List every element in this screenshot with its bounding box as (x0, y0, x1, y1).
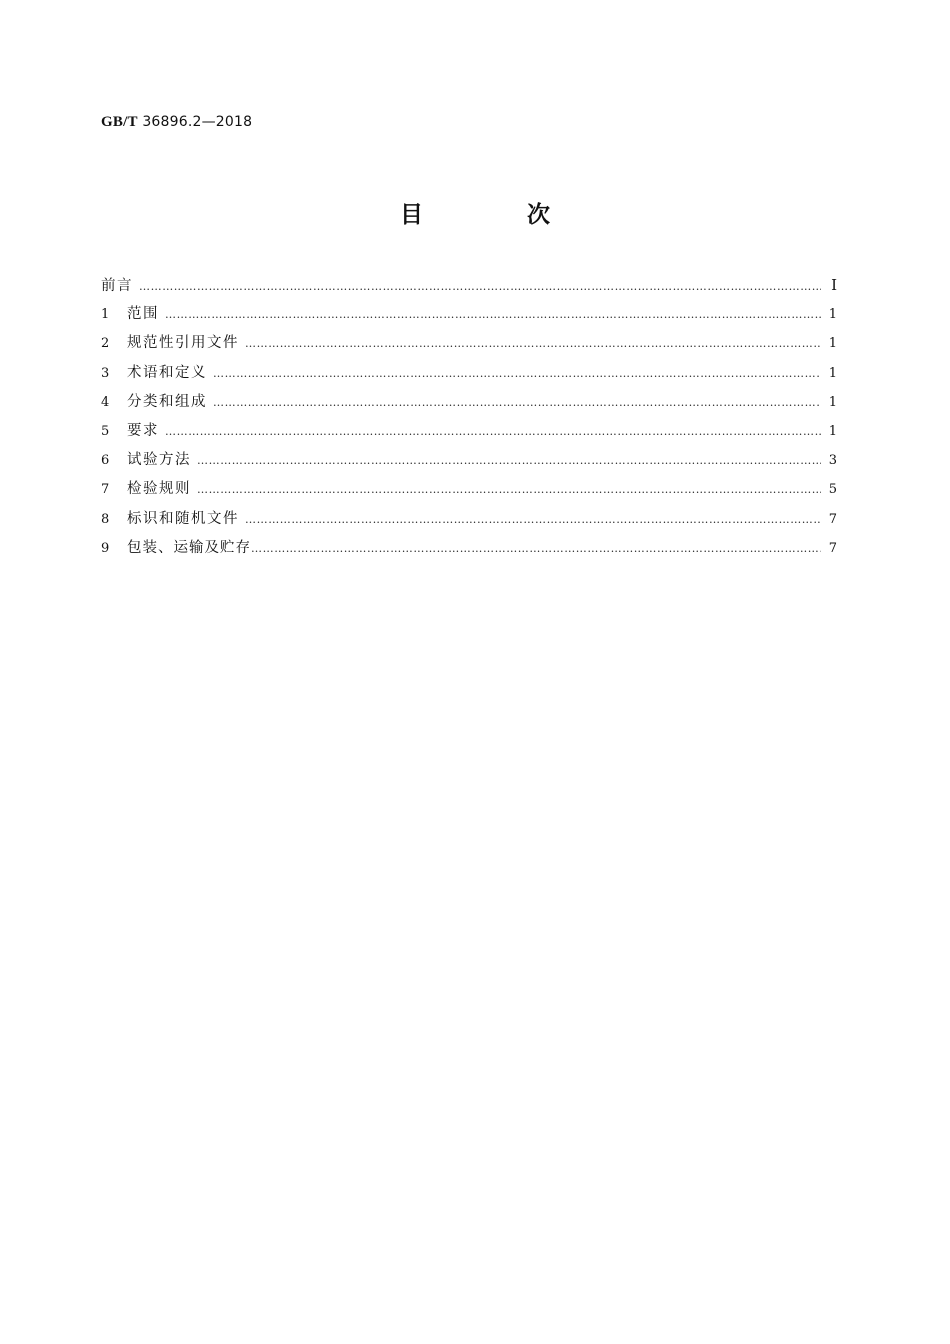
toc-entry-foreword[interactable] (101, 274, 837, 303)
toc-entry-page: 1 (828, 336, 837, 352)
toc-entry-text: 试验方法 (127, 452, 191, 469)
toc-leader (165, 421, 821, 443)
toc-entry-page: Ⅰ (831, 276, 837, 294)
toc-leader (213, 363, 821, 385)
toc-entry-marking-documents[interactable] (101, 508, 837, 537)
toc-title: 目 次 (399, 202, 598, 228)
standard-prefix: GB/T (101, 114, 138, 130)
toc-entry-classification[interactable] (101, 391, 837, 420)
toc-entry-page: 7 (828, 540, 837, 556)
toc-entry-text: 分类和组成 (127, 393, 207, 410)
toc-entry-page: 3 (828, 453, 837, 469)
toc-list (101, 274, 837, 566)
toc-entry-packaging-transport-storage[interactable] (101, 537, 837, 566)
toc-leader (165, 304, 821, 326)
toc-entry-inspection-rules[interactable] (101, 478, 837, 507)
standard-code: 36896.2—2018 (142, 114, 253, 130)
toc-entry-text: 标识和随机文件 (127, 510, 239, 527)
toc-entry-page: 1 (828, 365, 837, 381)
toc-entry-test-methods[interactable] (101, 449, 837, 478)
toc-entry-text: 要求 (127, 422, 159, 439)
toc-entry-number: 4 (101, 394, 110, 410)
toc-entry-number: 7 (101, 482, 110, 498)
toc-entry-number: 9 (101, 540, 110, 556)
toc-entry-number: 5 (101, 423, 110, 439)
toc-entry-number: 6 (101, 453, 110, 469)
toc-entry-text: 检验规则 (127, 481, 191, 498)
toc-entry-number: 3 (101, 365, 110, 381)
toc-entry-text: 前言 (101, 278, 133, 294)
toc-entry-number: 8 (101, 511, 110, 527)
toc-entry-number: 2 (101, 336, 110, 352)
toc-leader (139, 276, 821, 298)
toc-entry-page: 7 (828, 511, 837, 527)
toc-entry-text: 范围 (127, 306, 159, 323)
toc-leader (197, 450, 821, 472)
toc-leader (213, 392, 821, 414)
toc-entry-number: 1 (101, 307, 110, 323)
toc-leader (245, 509, 821, 531)
toc-entry-page: 1 (828, 307, 837, 323)
toc-leader (245, 333, 821, 355)
standard-number (101, 114, 252, 131)
toc-entry-scope[interactable] (101, 303, 837, 332)
toc-entry-requirements[interactable] (101, 420, 837, 449)
toc-entry-terms-definitions[interactable] (101, 362, 837, 391)
toc-entry-text: 包装、运输及贮存 (127, 539, 251, 556)
toc-entry-text: 规范性引用文件 (127, 335, 239, 352)
toc-entry-page: 1 (828, 423, 837, 439)
toc-entry-normative-references[interactable] (101, 332, 837, 361)
toc-leader (251, 538, 821, 560)
toc-entry-page: 5 (828, 482, 837, 498)
toc-leader (197, 479, 821, 501)
toc-entry-text: 术语和定义 (127, 364, 207, 381)
toc-entry-page: 1 (828, 394, 837, 410)
